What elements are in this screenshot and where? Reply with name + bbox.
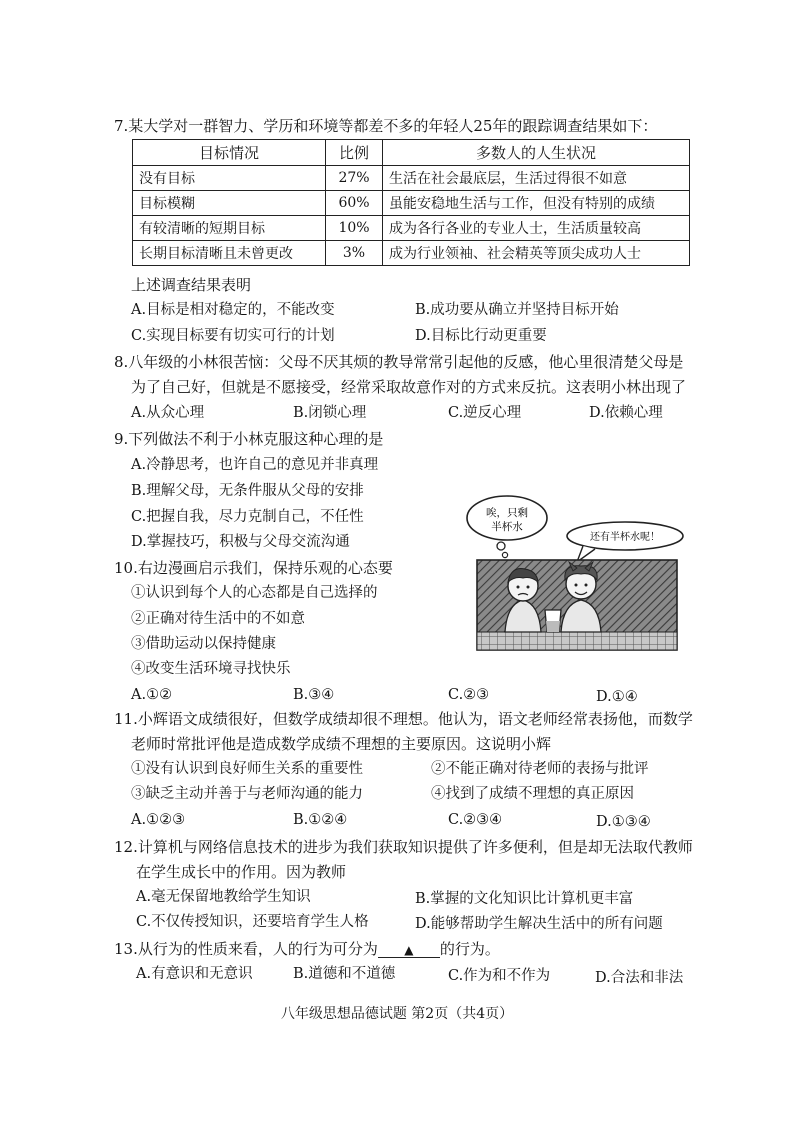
- q13-option-a[interactable]: A.有意识和无意识: [136, 966, 253, 982]
- q10-stem: 10.右边漫画启示我们，保持乐观的心态要: [114, 559, 393, 577]
- q8-option-c[interactable]: C.逆反心理: [448, 405, 522, 421]
- answer-blank[interactable]: [378, 941, 440, 958]
- q7-after: 上述调查结果表明: [131, 276, 252, 294]
- q8-option-d[interactable]: D.依赖心理: [589, 405, 663, 421]
- page-footer: 八年级思想品德试题 第2页（共4页）: [280, 1006, 514, 1022]
- q12-option-c[interactable]: C.不仅传授知识，还要培育学生人格: [136, 914, 369, 930]
- q9-option-c[interactable]: C.把握自我，尽力克制自己，不任性: [131, 509, 364, 525]
- bubble-left-line2: 半杯水: [491, 521, 523, 533]
- table-cell: 成为行业领袖、社会精英等顶尖成功人士: [383, 241, 690, 266]
- table-row: [133, 216, 690, 241]
- table-cell: 成为各行各业的专业人士，生活质量较高: [383, 216, 690, 241]
- q11-option-b[interactable]: B.①②④: [293, 812, 348, 828]
- half-glass-cartoon: [465, 492, 687, 652]
- q13-option-c[interactable]: C.作为和不作为: [448, 968, 551, 984]
- table-header: 多数人的人生状况: [383, 140, 690, 166]
- table-header: 目标情况: [133, 140, 326, 166]
- table-cell: 60%: [326, 191, 383, 216]
- q13-stem: [114, 939, 500, 959]
- q9-option-a[interactable]: A.冷静思考，也许自己的意见并非真理: [131, 457, 379, 473]
- q10-option-d[interactable]: D.①④: [596, 689, 638, 705]
- q12-option-b[interactable]: B.掌握的文化知识比计算机更丰富: [415, 891, 634, 907]
- q10-option-c[interactable]: C.②③: [448, 687, 490, 703]
- q10-item-4: ④改变生活环境寻找快乐: [131, 661, 291, 677]
- table-header-row: [133, 140, 690, 166]
- q11-item-3: ③缺乏主动并善于与老师沟通的能力: [131, 786, 363, 802]
- table-row: [133, 241, 690, 266]
- table-cell: 10%: [326, 216, 383, 241]
- table-cell: 生活在社会最底层，生活过得很不如意: [383, 166, 690, 191]
- q8-option-a[interactable]: A.从众心理: [131, 405, 205, 421]
- bubble-left-line1: 唉，只剩: [486, 507, 528, 519]
- q10-item-3: ③借助运动以保持健康: [131, 636, 276, 652]
- q7-option-c[interactable]: C.实现目标要有切实可行的计划: [131, 328, 335, 344]
- q11-line1: 11.小辉语文成绩很好，但数学成绩却很不理想。他认为，语文老师经常表扬他，而数学: [114, 710, 693, 728]
- q8-line2: 为了自己好，但就是不愿接受，经常采取故意作对的方式来反抗。这表明小林出现了: [131, 378, 687, 396]
- table-cell: 3%: [326, 241, 383, 266]
- table-cell: 长期目标清晰且未曾更改: [133, 241, 326, 266]
- q11-option-a[interactable]: A.①②③: [131, 812, 186, 828]
- q11-item-4: ④找到了成绩不理想的真正原因: [431, 786, 634, 802]
- thought-dot: [497, 542, 505, 550]
- q10-option-b[interactable]: B.③④: [293, 687, 335, 703]
- q11-item-1: ①没有认识到良好师生关系的重要性: [131, 761, 363, 777]
- survey-table: [132, 139, 690, 266]
- q12-option-d[interactable]: D.能够帮助学生解决生活中的所有问题: [415, 916, 663, 932]
- q10-item-1: ①认识到每个人的心态都是自己选择的: [131, 585, 378, 601]
- q12-option-a[interactable]: A.毫无保留地教给学生知识: [136, 889, 311, 905]
- table-cell: 虽能安稳地生活与工作，但没有特别的成绩: [383, 191, 690, 216]
- q13-stem-before: 13.从行为的性质来看，人的行为可分为: [114, 940, 378, 958]
- q13-option-b[interactable]: B.道德和不道德: [293, 966, 396, 982]
- q9-stem: 9.下列做法不利于小林克服这种心理的是: [114, 430, 384, 448]
- q8-line1: 8.八年级的小林很苦恼：父母不厌其烦的教导常常引起他的反感，他心里很清楚父母是: [114, 353, 684, 371]
- q12-line1: 12.计算机与网络信息技术的进步为我们获取知识提供了许多便利，但是却无法取代教师: [114, 838, 693, 856]
- triangle-marker-icon: ▲: [404, 943, 414, 957]
- q10-item-2: ②正确对待生活中的不如意: [131, 611, 305, 627]
- q12-line2: 在学生成长中的作用。因为教师: [136, 863, 347, 881]
- q7-stem: 7.某大学对一群智力、学历和环境等都差不多的年轻人25年的跟踪调查结果如下：: [114, 117, 658, 135]
- q13-stem-after: 的行为。: [439, 940, 500, 958]
- glass-icon: [545, 610, 561, 632]
- q10-option-a[interactable]: A.①②: [131, 687, 173, 703]
- table-header: 比例: [326, 140, 383, 166]
- q9-option-b[interactable]: B.理解父母，无条件服从父母的安排: [131, 483, 364, 499]
- table-cell: 目标模糊: [133, 191, 326, 216]
- bubble-right-text: 还有半杯水呢！: [590, 532, 660, 543]
- q11-line2: 老师时常批评他是造成数学成绩不理想的主要原因。这说明小辉: [131, 735, 552, 753]
- q7-option-b[interactable]: B.成功要从确立并坚持目标开始: [415, 302, 619, 318]
- q11-option-c[interactable]: C.②③④: [448, 812, 503, 828]
- q11-item-2: ②不能正确对待老师的表扬与批评: [431, 761, 649, 777]
- thought-dot: [502, 552, 507, 557]
- table-row: [133, 166, 690, 191]
- q9-option-d[interactable]: D.掌握技巧，积极与父母交流沟通: [131, 534, 350, 550]
- q13-option-d[interactable]: D.合法和非法: [595, 970, 684, 986]
- table-cell: 27%: [326, 166, 383, 191]
- table-cell: 有较清晰的短期目标: [133, 216, 326, 241]
- q7-option-a[interactable]: A.目标是相对稳定的，不能改变: [131, 302, 335, 318]
- q11-option-d[interactable]: D.①③④: [596, 814, 651, 830]
- table-cell: 没有目标: [133, 166, 326, 191]
- q7-option-d[interactable]: D.目标比行动更重要: [415, 328, 547, 344]
- table-surface: [477, 632, 677, 650]
- q8-option-b[interactable]: B.闭锁心理: [293, 405, 367, 421]
- table-row: [133, 191, 690, 216]
